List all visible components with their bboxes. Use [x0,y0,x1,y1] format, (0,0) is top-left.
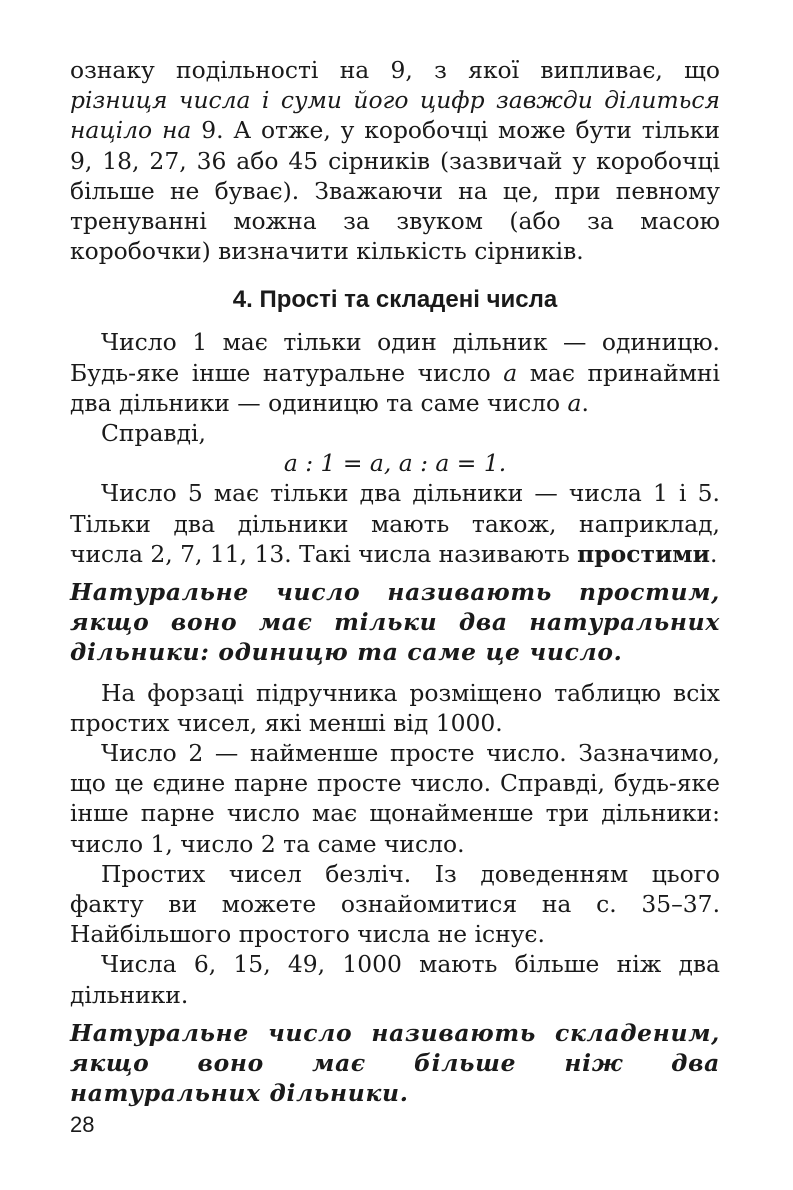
paragraph-number-one [70,327,720,418]
section-heading: 4. Прості та складені числа [232,286,558,314]
page-number: 28 [70,1112,95,1137]
text-segment: має принаймні два дільники — одиницю та саме число [70,358,721,417]
paragraph-composite-examples: Числа 6, 15, 49, 1000 мають більше ніж два дільники. [70,950,720,1009]
text-segment: . [709,539,718,568]
paragraph-infinitely-many: Простих чисел безліч. Із доведенням цього факту ви можете ознайомитися на с. 35–37. Найбільшого простого числа не існує. [70,859,720,949]
text-segment: . [581,388,589,417]
paragraph-number-five [70,478,720,569]
variable-a: a [567,388,582,417]
variable-a: a [503,358,518,387]
definition-prime: Натуральне число називають простим, якщо воно має тільки два натуральних дільники: одиницю та саме це число. [70,578,720,667]
paragraph-divisibility-conclusion [70,55,720,266]
text-segment: Число 1 має тільки один дільник — одиницю. Будь-яке інше натуральне число [70,328,720,387]
bold-term-prime: простими [577,539,710,568]
text-segment: ознаку подільності на 9, з якої випливає, що [70,56,720,84]
text-segment: Число 5 має тільки два дільники — числа 1 і 5. Тільки два дільники мають також, наприклад, числа 2, 7, 11, 13. Такі числа називають [70,479,720,568]
definition-composite: Натуральне число називають складеним, якщо воно має більше ніж два натуральних дільники. [70,1018,720,1108]
paragraph-number-two: Число 2 — найменше просте число. Зазначимо, що це єдине парне просте число. Справді, будь-яке інше парне число має щонайменше три дільники: число 1, число 2 та саме число. [70,739,720,858]
page-body [70,55,720,1119]
paragraph-indeed: Справді, [101,419,206,448]
paragraph-prime-table: На форзаці підручника розміщено таблицю всіх простих чисел, які менші від 1000. [70,678,720,737]
italic-phrase: різниця числа і суми його цифр завжди ділиться націло на [70,86,720,145]
formula: a : 1 = a, a : a = 1. [283,449,507,478]
text-segment: 9. А отже, у коробочці може бути тільки 9, 18, 27, 36 або 45 сірників (зазвичай у коробочці більше не буває). Зважаючи на це, при певному тренуванні можна за звуком (або за масою коробочки) визначити кількість сірників. [70,116,720,266]
